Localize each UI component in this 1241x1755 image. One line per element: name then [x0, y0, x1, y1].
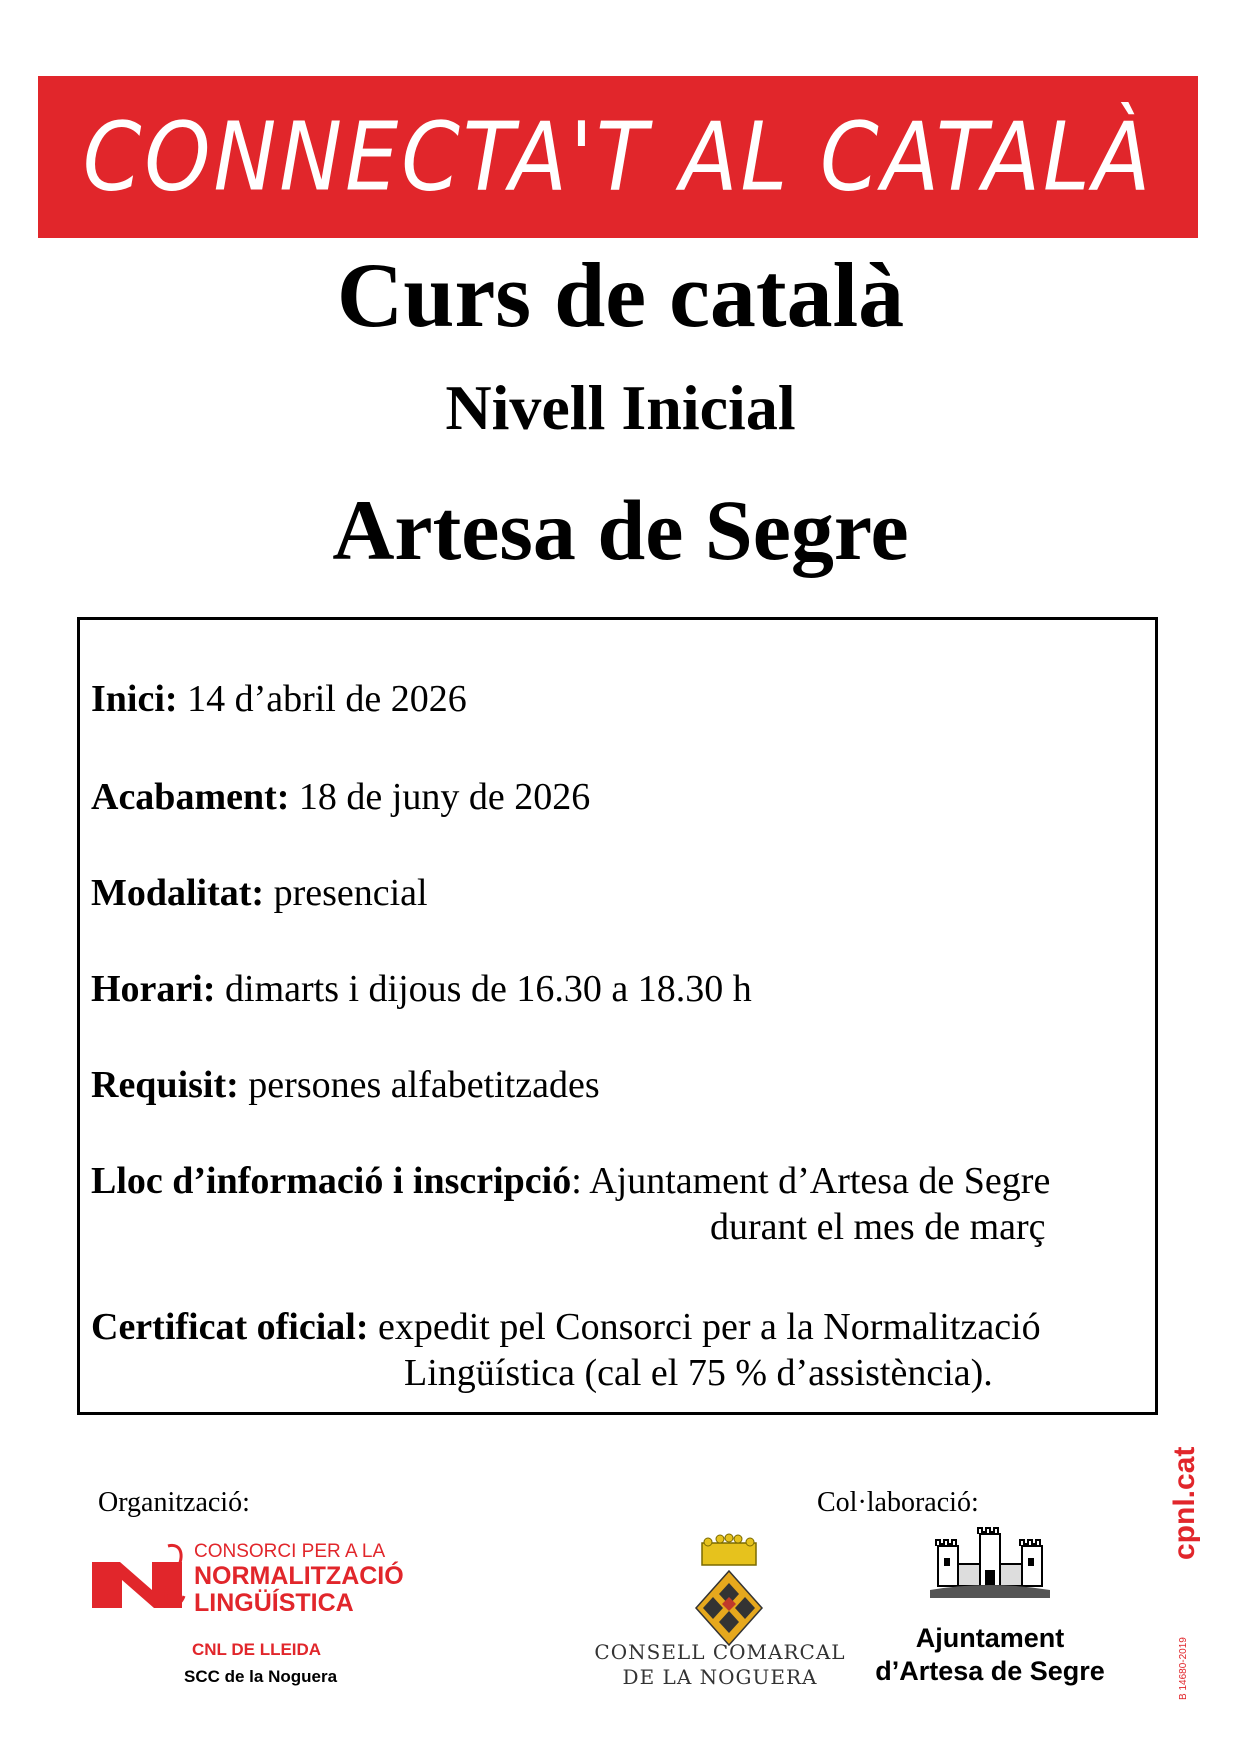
course-info-box: [77, 617, 1158, 1415]
info-end: [91, 774, 590, 820]
cpnl-website-text: cpnl.cat: [1168, 1446, 1201, 1560]
consell-line1: CONSELL COMARCAL: [594, 1640, 846, 1664]
collaboration-label: Col·laboració:: [817, 1487, 979, 1518]
consell-comarcal-emblem-icon: [684, 1533, 774, 1653]
banner-text: CONNECTA'T AL CATALÀ: [82, 102, 1154, 212]
ajuntament-name: [850, 1622, 1130, 1688]
cpnl-name: [194, 1540, 404, 1617]
course-location: Artesa de Segre: [332, 482, 909, 578]
info-place-continuation: durant el mes de març: [710, 1206, 1046, 1248]
consell-line2: DE LA NOGUERA: [622, 1665, 818, 1689]
info-certificate-label: Certificat oficial:: [91, 1306, 369, 1348]
info-certificate-value: expedit pel Consorci per a la Normalització: [368, 1306, 1041, 1348]
organization-label: Organització:: [98, 1487, 250, 1518]
info-end-label: Acabament:: [91, 776, 290, 818]
ajuntament-line2: d’Artesa de Segre: [875, 1656, 1105, 1686]
info-schedule-label: Horari:: [91, 968, 216, 1010]
info-place-label: Lloc d’informació i inscripció: [91, 1160, 572, 1202]
info-schedule: [91, 966, 752, 1012]
info-mode: [91, 870, 428, 916]
info-mode-label: Modalitat:: [91, 872, 265, 914]
cnl-lleida: CNL DE LLEIDA: [192, 1640, 322, 1659]
info-start-label: Inici:: [91, 678, 178, 720]
info-certificate: [91, 1304, 1041, 1350]
cpnl-line1: CONSORCI PER A LA: [194, 1541, 386, 1562]
cpnl-line3: LINGÜÍSTICA: [194, 1589, 354, 1617]
info-end-value: 18 de juny de 2026: [289, 776, 591, 818]
castle-icon: [930, 1510, 1050, 1600]
cpnl-line2: NORMALITZACIÓ: [194, 1562, 404, 1590]
info-requirement-value: persones alfabetitzades: [238, 1064, 600, 1106]
campaign-banner: [38, 76, 1198, 238]
info-start-value: 14 d’abril de 2026: [177, 678, 467, 720]
info-place: [91, 1158, 1050, 1204]
info-requirement-label: Requisit:: [91, 1064, 239, 1106]
info-place-value: : Ajuntament d’Artesa de Segre: [571, 1160, 1051, 1202]
info-start: [91, 676, 467, 722]
course-level: Nivell Inicial: [445, 372, 796, 443]
consell-comarcal-name: [585, 1640, 855, 1690]
scc-noguera: SCC de la Noguera: [184, 1667, 338, 1686]
info-certificate-continuation: Lingüística (cal el 75 % d’assistència).: [404, 1352, 993, 1394]
course-title: Curs de català: [336, 244, 905, 346]
info-schedule-value: dimarts i dijous de 16.30 a 18.30 h: [215, 968, 752, 1010]
info-requirement: [91, 1062, 600, 1108]
info-mode-value: presencial: [264, 872, 428, 914]
ajuntament-line1: Ajuntament: [915, 1623, 1065, 1653]
legal-deposit-code: B 14680-2019: [1178, 1637, 1189, 1700]
